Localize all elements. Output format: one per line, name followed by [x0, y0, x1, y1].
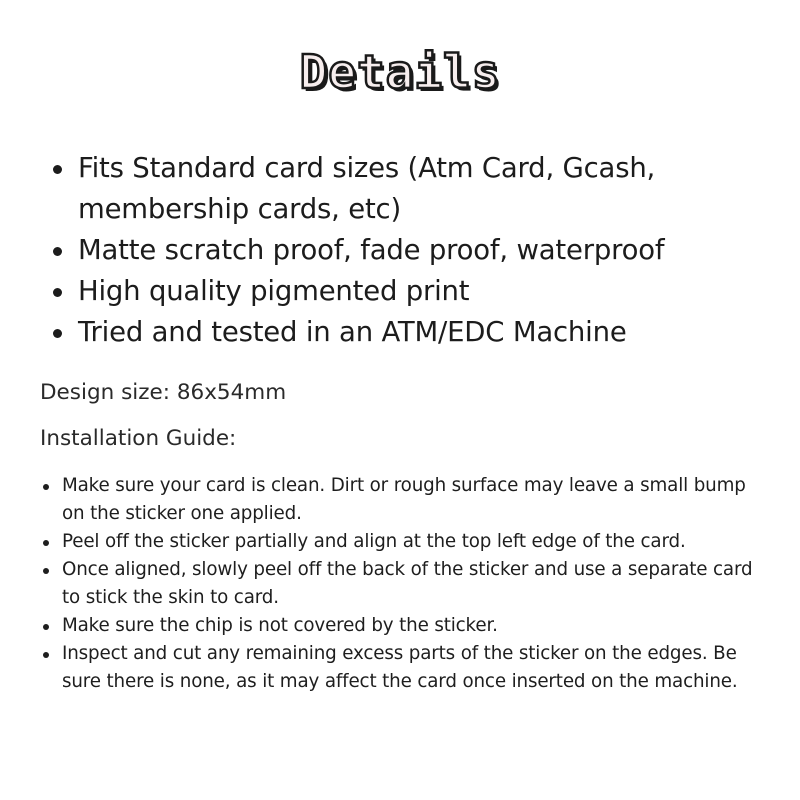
- design-size-text: Design size: 86x54mm: [40, 380, 287, 405]
- installation-step: Inspect and cut any remaining excess parts of the sticker on the edges. Be sure there is none, as it may affect the card once inserted on the machine.: [40, 640, 760, 696]
- feature-item: Fits Standard card sizes (Atm Card, Gcash, membership cards, etc): [48, 148, 768, 230]
- feature-list: [48, 148, 768, 353]
- installation-step: Make sure the chip is not covered by the sticker.: [40, 612, 760, 640]
- installation-guide-heading: Installation Guide:: [40, 426, 237, 451]
- feature-item: High quality pigmented print: [48, 271, 768, 312]
- installation-step: Once aligned, slowly peel off the back of the sticker and use a separate card to stick the skin to card.: [40, 556, 760, 612]
- page-title: Details: [299, 45, 501, 99]
- installation-step: Peel off the sticker partially and align at the top left edge of the card.: [40, 528, 760, 556]
- feature-item: Tried and tested in an ATM/EDC Machine: [48, 312, 768, 353]
- installation-steps-list: [40, 472, 760, 696]
- installation-step: Make sure your card is clean. Dirt or rough surface may leave a small bump on the sticker one applied.: [40, 472, 760, 528]
- feature-item: Matte scratch proof, fade proof, waterproof: [48, 230, 768, 271]
